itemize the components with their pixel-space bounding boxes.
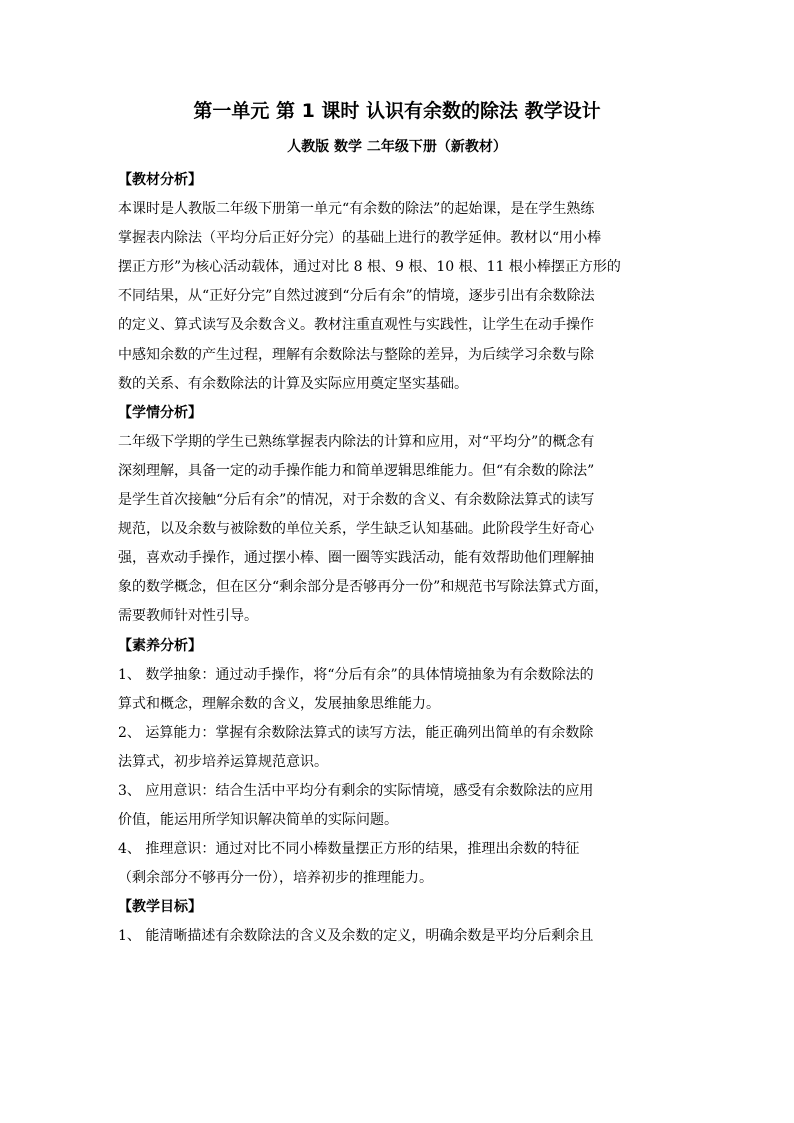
paragraph-line: 规范，以及余数与被除数的单位关系，学生缺乏认知基础。此阶段学生好奇心 (118, 521, 594, 538)
paragraph-line: 掌握表内除法（平均分后正好分完）的基础上进行的教学延伸。教材以“用小棒 (118, 230, 602, 247)
paragraph-line: 价值，能运用所学知识解决简单的实际问题。 (118, 812, 398, 829)
paragraph-line: 象的数学概念，但在区分“剩余部分是否够再分一份”和规范书写除法算式方面， (118, 579, 609, 596)
paragraph-line: 中感知余数的产生过程，理解有余数除法与整除的差异，为后续学习余数与除 (118, 346, 594, 363)
paragraph-line: 深刻理解，具备一定的动手操作能力和简单逻辑思维能力。但“有余数的除法” (118, 462, 595, 479)
paragraph-line: 二年级下学期的学生已熟练掌握表内除法的计算和应用，对“平均分”的概念有 (118, 433, 595, 450)
document-body (118, 166, 688, 952)
paragraph-line: 不同结果，从“正好分完”自然过渡到“分后有余”的情境，逐步引出有余数除法 (118, 288, 595, 305)
paragraph-line: 强，喜欢动手操作，通过摆小棒、圈一圈等实践活动，能有效帮助他们理解抽 (118, 550, 594, 567)
paragraph-line: 4、 推理意识：通过对比不同小棒数量摆正方形的结果，推理出余数的特征 (118, 841, 580, 858)
paragraph-line: 算式和概念，理解余数的含义，发展抽象思维能力。 (118, 695, 440, 712)
document-subtitle: 人教版 数学 二年级下册（新教材） (287, 139, 507, 155)
paragraph-line: 法算式，初步培养运算规范意识。 (118, 753, 328, 770)
paragraph-line: 3、 应用意识：结合生活中平均分有剩余的实际情境，感受有余数除法的应用 (118, 782, 594, 799)
paragraph-line: 1、 能清晰描述有余数除法的含义及余数的定义，明确余数是平均分后剩余且 (118, 928, 594, 945)
section-heading: 【学情分析】 (118, 404, 202, 421)
section-heading: 【素养分析】 (118, 637, 202, 654)
section-heading: 【教材分析】 (118, 172, 202, 188)
paragraph-line: 的定义、算式读写及余数含义。教材注重直观性与实践性，让学生在动手操作 (118, 317, 594, 334)
document-title: 第一单元 第 1 课时 认识有余数的除法 教学设计 (193, 100, 601, 122)
paragraph-line: 本课时是人教版二年级下册第一单元“有余数的除法”的起始课，是在学生熟练 (118, 201, 595, 218)
paragraph-line: 摆正方形”为核心活动载体，通过对比 8 根、9 根、10 根、11 根小棒摆正方形的 (118, 259, 621, 276)
paragraph-line: （剩余部分不够再分一份），培养初步的推理能力。 (118, 870, 433, 887)
section-heading: 【教学目标】 (118, 899, 202, 916)
paragraph-line: 需要教师针对性引导。 (118, 608, 258, 625)
paragraph-line: 2、 运算能力：掌握有余数除法算式的读写方法，能正确列出简单的有余数除 (118, 724, 594, 741)
paragraph-line: 1、 数学抽象：通过动手操作，将“分后有余”的具体情境抽象为有余数除法的 (118, 666, 594, 683)
paragraph-line: 数的关系、有余数除法的计算及实际应用奠定坚实基础。 (118, 375, 468, 392)
paragraph-line: 是学生首次接触“分后有余”的情况，对于余数的含义、有余数除法算式的读写 (118, 492, 595, 509)
